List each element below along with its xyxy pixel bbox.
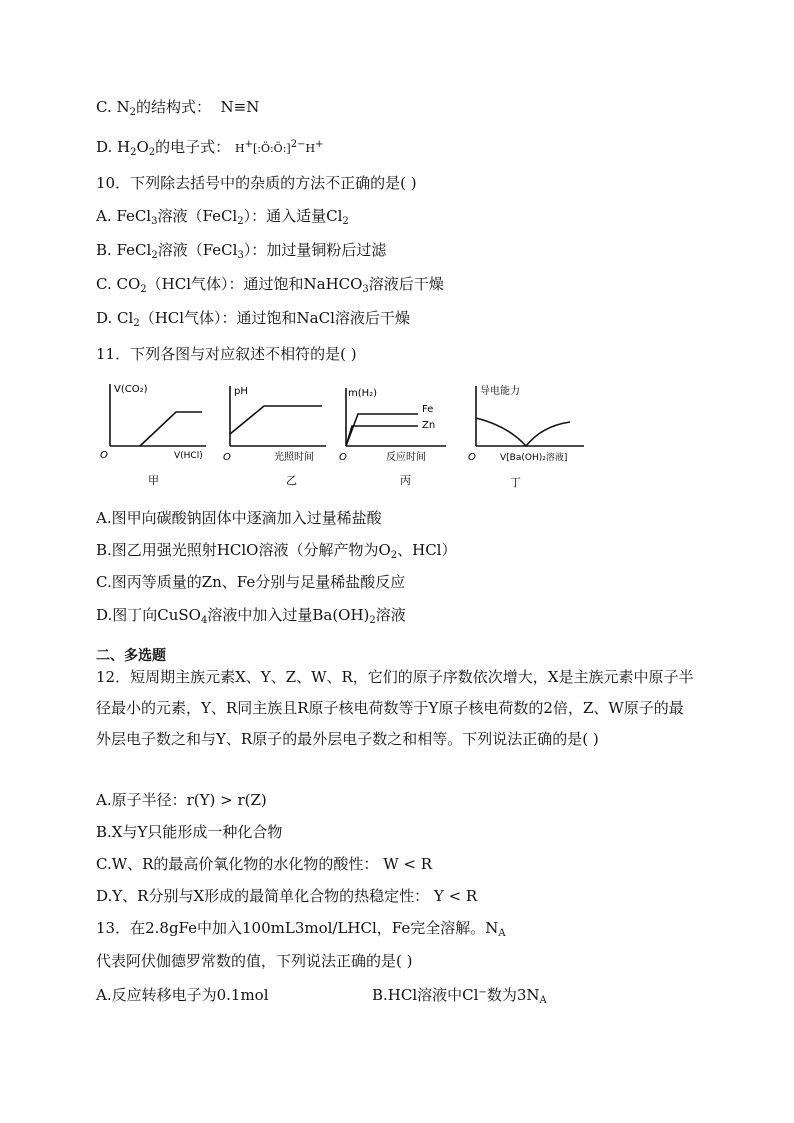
q12-option-c: C.W、R的最高价氧化物的水化物的酸性： W < R: [96, 855, 433, 873]
ding-origin: O: [468, 452, 476, 463]
q11-option-c: C.图丙等质量的Zn、Fe分别与足量稀盐酸反应: [96, 573, 406, 591]
yi-caption: 乙: [286, 474, 297, 487]
q11-stem: 11．下列各图与对应叙述不相符的是( ): [96, 345, 357, 363]
q13-option-b: B.HCl溶液中Cl−数为$3N_A$: [372, 986, 547, 1006]
yi-ylabel: pH: [234, 386, 248, 397]
jia-xlabel: V(HCl): [174, 451, 203, 461]
jia-curve: [140, 412, 202, 446]
q10-option-b: B. FeCl$_2$溶液（FeCl$_3$）：加过量铜粉后过滤: [96, 241, 387, 261]
q11-option-d: D.图丁向CuSO$_4$溶液中加入过量$Ba(OH)_2$溶液: [96, 606, 406, 626]
q13-option-a: A.反应转移电子为0.1mol: [96, 986, 269, 1004]
bing-xlabel: 反应时间: [386, 452, 426, 463]
jia-origin: O: [100, 450, 108, 461]
q12-option-a: A.原子半径：r(Y) > r(Z): [96, 791, 267, 809]
bing-series-fe: Fe: [422, 404, 434, 415]
zn-curve: [346, 426, 418, 446]
section-title: 二、多选题: [96, 648, 166, 664]
chart-yi: [223, 386, 326, 487]
yi-xlabel: 光照时间: [274, 452, 314, 463]
bing-origin: O: [339, 452, 347, 463]
ding-ylabel: 导电能力: [480, 386, 520, 397]
bing-caption: 丙: [400, 474, 411, 487]
yi-curve: [230, 406, 322, 434]
bing-series-zn: Zn: [422, 420, 436, 431]
chart-bing: [339, 388, 446, 487]
q12-option-d: D.Y、R分别与X形成的最简单化合物的热稳定性： Y < R: [96, 887, 478, 905]
q10-stem: 10．下列除去括号中的杂质的方法不正确的是( ): [96, 174, 417, 192]
q10-option-a: A. FeCl$_3$溶液（FeCl$_2$）：通入适量$Cl_2$: [96, 207, 349, 227]
ding-curve: [476, 418, 570, 446]
chart-ding: [468, 384, 584, 489]
bing-ylabel: m(H₂): [348, 388, 378, 399]
q11-figures: [96, 372, 606, 502]
ding-caption: 丁: [510, 476, 521, 489]
jia-caption: 甲: [148, 474, 159, 487]
q12-stem: 12．短周期主族元素X、Y、Z、W、R，它们的原子序数依次增大，X是主族元素中原子半径最小的元素，Y、R同主族且R原子核电荷数等于Y原子核电荷数的2倍，Z、W原子的最外层电子数之和与Y、R原子的最外层电子数之和相等。下列说法正确的是( ): [96, 668, 694, 748]
fe-curve: [346, 414, 418, 446]
yi-origin: O: [223, 452, 231, 463]
q12-option-b: B.X与Y只能形成一种化合物: [96, 823, 283, 841]
q13-stem-line2: 代表阿伏伽德罗常数的值，下列说法正确的是( ): [96, 952, 413, 970]
option-d-h2o2: D. $H_2O_2$的电子式： H+[:Ö:Ö:]$^{2-}$H+: [96, 138, 324, 158]
q13-stem-line1: 13．在2.8gFe中加入100mL3mol/LHCl，Fe完全溶解。$N_A$: [96, 919, 506, 939]
q11-option-b: B.图乙用强光照射HClO溶液（分解产物为$O_2$、HCl）: [96, 541, 457, 561]
q10-option-c: C. $CO_2(HCl$气体）：通过饱和NaHCO$_3$溶液后干燥: [96, 275, 444, 295]
chart-jia: [100, 384, 206, 487]
h2o2-electron-formula: H+[:Ö:Ö:]$^{2-}$H+: [234, 139, 324, 155]
option-c-n2: C. $N_2$的结构式： N≡N: [96, 98, 260, 118]
ding-xlabel: V[Ba(OH)₂溶液]: [500, 453, 568, 463]
q10-option-d: D. $Cl_2(HCl$气体）：通过饱和NaCl溶液后干燥: [96, 309, 410, 329]
q11-option-a: A.图甲向碳酸钠固体中逐滴加入过量稀盐酸: [96, 509, 382, 527]
jia-ylabel: V(CO₂): [114, 384, 148, 395]
